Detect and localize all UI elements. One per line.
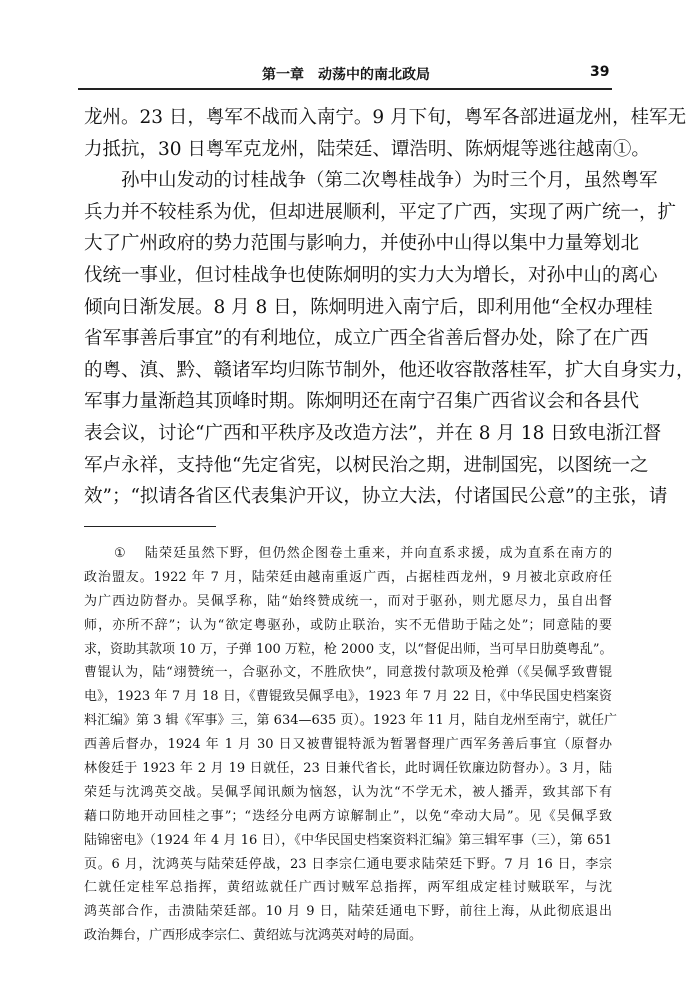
body-line: 伐统一事业，但讨桂战争也使陈炯明的实力大为增长，对孙中山的离心 — [84, 264, 658, 286]
footnote-line: 陆锦密电》（1924 年 4 月 16 日），《中华民国史档案资料汇编》第三辑军事（三），第 651 — [84, 832, 612, 848]
header-rule — [78, 88, 612, 90]
footnote-line: 林俊廷于 1923 年 2 月 19 日就任，23 日兼代省长，此时调任钦廉边防督办）。3 月，陆 — [84, 761, 612, 777]
footnote-line: 电》，1923 年 7 月 18 日，《曹锟致吴佩孚电》，1923 年 7 月 22 日，《中华民国史档案资 — [84, 689, 612, 705]
footnote-line: 政治舞台，广西形成李宗仁、黄绍竑与沈鸿英对峙的局面。 — [84, 928, 423, 944]
footnote-line: 荣廷与沈鸿英交战。吴佩孚闻讯颇为恼怒，认为沈“不学无术，被人播弄，致其部下有 — [84, 784, 612, 800]
running-header — [0, 0, 652, 90]
footnote-line: 料汇编》第 3 辑《军事》三，第 634—635 页）。1923 年 11 月，陆自龙州至南宁，就任广 — [84, 713, 617, 729]
footnote-line: 为广西边防督办。吴佩孚称，陆“始终赞成统一，而对于驱孙，则尤愿尽力，虽自出督 — [84, 593, 612, 609]
footnote-line: 鸿英部合作，击溃陆荣廷部。10 月 9 日，陆荣廷通电下野，前往上海，从此彻底退出 — [84, 904, 612, 920]
footnote-line: 页。6 月，沈鸿英与陆荣廷停战，23 日李宗仁通电要求陆荣廷下野。7 月 16 日，李宗 — [84, 856, 612, 872]
page-number: 39 — [590, 64, 610, 80]
footnote-line: 师，亦所不辞”；认为“欲定粤驱孙，或防止联治，实不无借助于陆之处”；同意陆的要 — [84, 617, 612, 633]
body-line: 表会议，讨论“广西和平秩序及改造方法”，并在 8 月 18 日致电浙江督 — [84, 422, 662, 444]
footnote-first-line — [84, 542, 612, 566]
body-line: 龙州。23 日，粤军不战而入南宁。9 月下旬，粤军各部进逼龙州，桂军无 — [84, 107, 687, 128]
body-line: 力抵抗，30 日粤军克龙州，陆荣廷、谭浩明、陈炳焜等逃往越南①。 — [84, 138, 650, 160]
paragraph-start: 孙中山发动的讨桂战争（第二次粤桂战争）为时三个月，虽然粤军 — [121, 170, 658, 192]
footnote-line-text: 陆荣廷虽然下野，但仍然企图卷土重来，并向直系求援，成为直系在南方的 — [144, 546, 612, 561]
footnote-line: 曹锟认为，陆“翊赞统一，合驱孙文，不胜欣快”，同意拨付款项及枪弹（《吴佩孚致曹锟 — [84, 665, 612, 681]
body-line: 效”；“拟请各省区代表集沪开议，协立大法，付诸国民公意”的主张，请 — [84, 486, 668, 508]
footnote — [84, 542, 617, 948]
chapter-title: 第一章 动荡中的南北政局 — [262, 67, 430, 83]
body-line: 兵力并不较桂系为优，但却进展顺利，平定了广西，实现了两广统一，扩 — [84, 201, 677, 223]
footnote-line: 仁就任定桂军总指挥，黄绍竑就任广西讨贼军总指挥，两军组成定桂讨贼联军，与沈 — [84, 880, 612, 896]
footnote-line: 政治盟友。1922 年 7 月，陆荣廷由越南重返广西，占据桂西龙州，9 月被北京政府任 — [84, 569, 612, 585]
body-line: 军卢永祥，支持他“先定省宪，以树民治之期，进制国宪，以图统一之 — [84, 454, 649, 476]
body-line: 省军事善后事宜”的有利地位，成立广西全省善后督办处，除了在广西 — [84, 328, 649, 350]
footnote-line: 西善后督办，1924 年 1 月 30 日又被曹锟特派为暂署督理广西军务善后事宜（原督办 — [84, 737, 612, 753]
body-line: 大了广州政府的势力范围与影响力，并使孙中山得以集中力量筹划北 — [84, 233, 640, 255]
body-line: 倾向日渐发展。8 月 8 日，陈炯明进入南宁后，即利用他“全权办理桂 — [84, 296, 653, 318]
body-line: 的粤、滇、黔、赣诸军均归陈节制外，他还收容散落桂军，扩大自身实力， — [84, 359, 695, 381]
body-text — [84, 102, 695, 513]
body-line: 军事力量渐趋其顶峰时期。陈炯明还在南宁召集广西省议会和各县代 — [84, 391, 640, 413]
footnote-line: 藉口防地开动回桂之事”；“迭经分电两方谅解制止”，以免“牵动大局”。见《吴佩孚致 — [84, 808, 612, 824]
footnote-marker: ① — [114, 546, 127, 561]
footnote-rule — [84, 526, 216, 527]
footnote-line: 求，资助其款项 10 万，子弹 100 万粒，枪 2000 支，以“督促出师，当可早日肋奠粤乱”。 — [84, 641, 613, 657]
